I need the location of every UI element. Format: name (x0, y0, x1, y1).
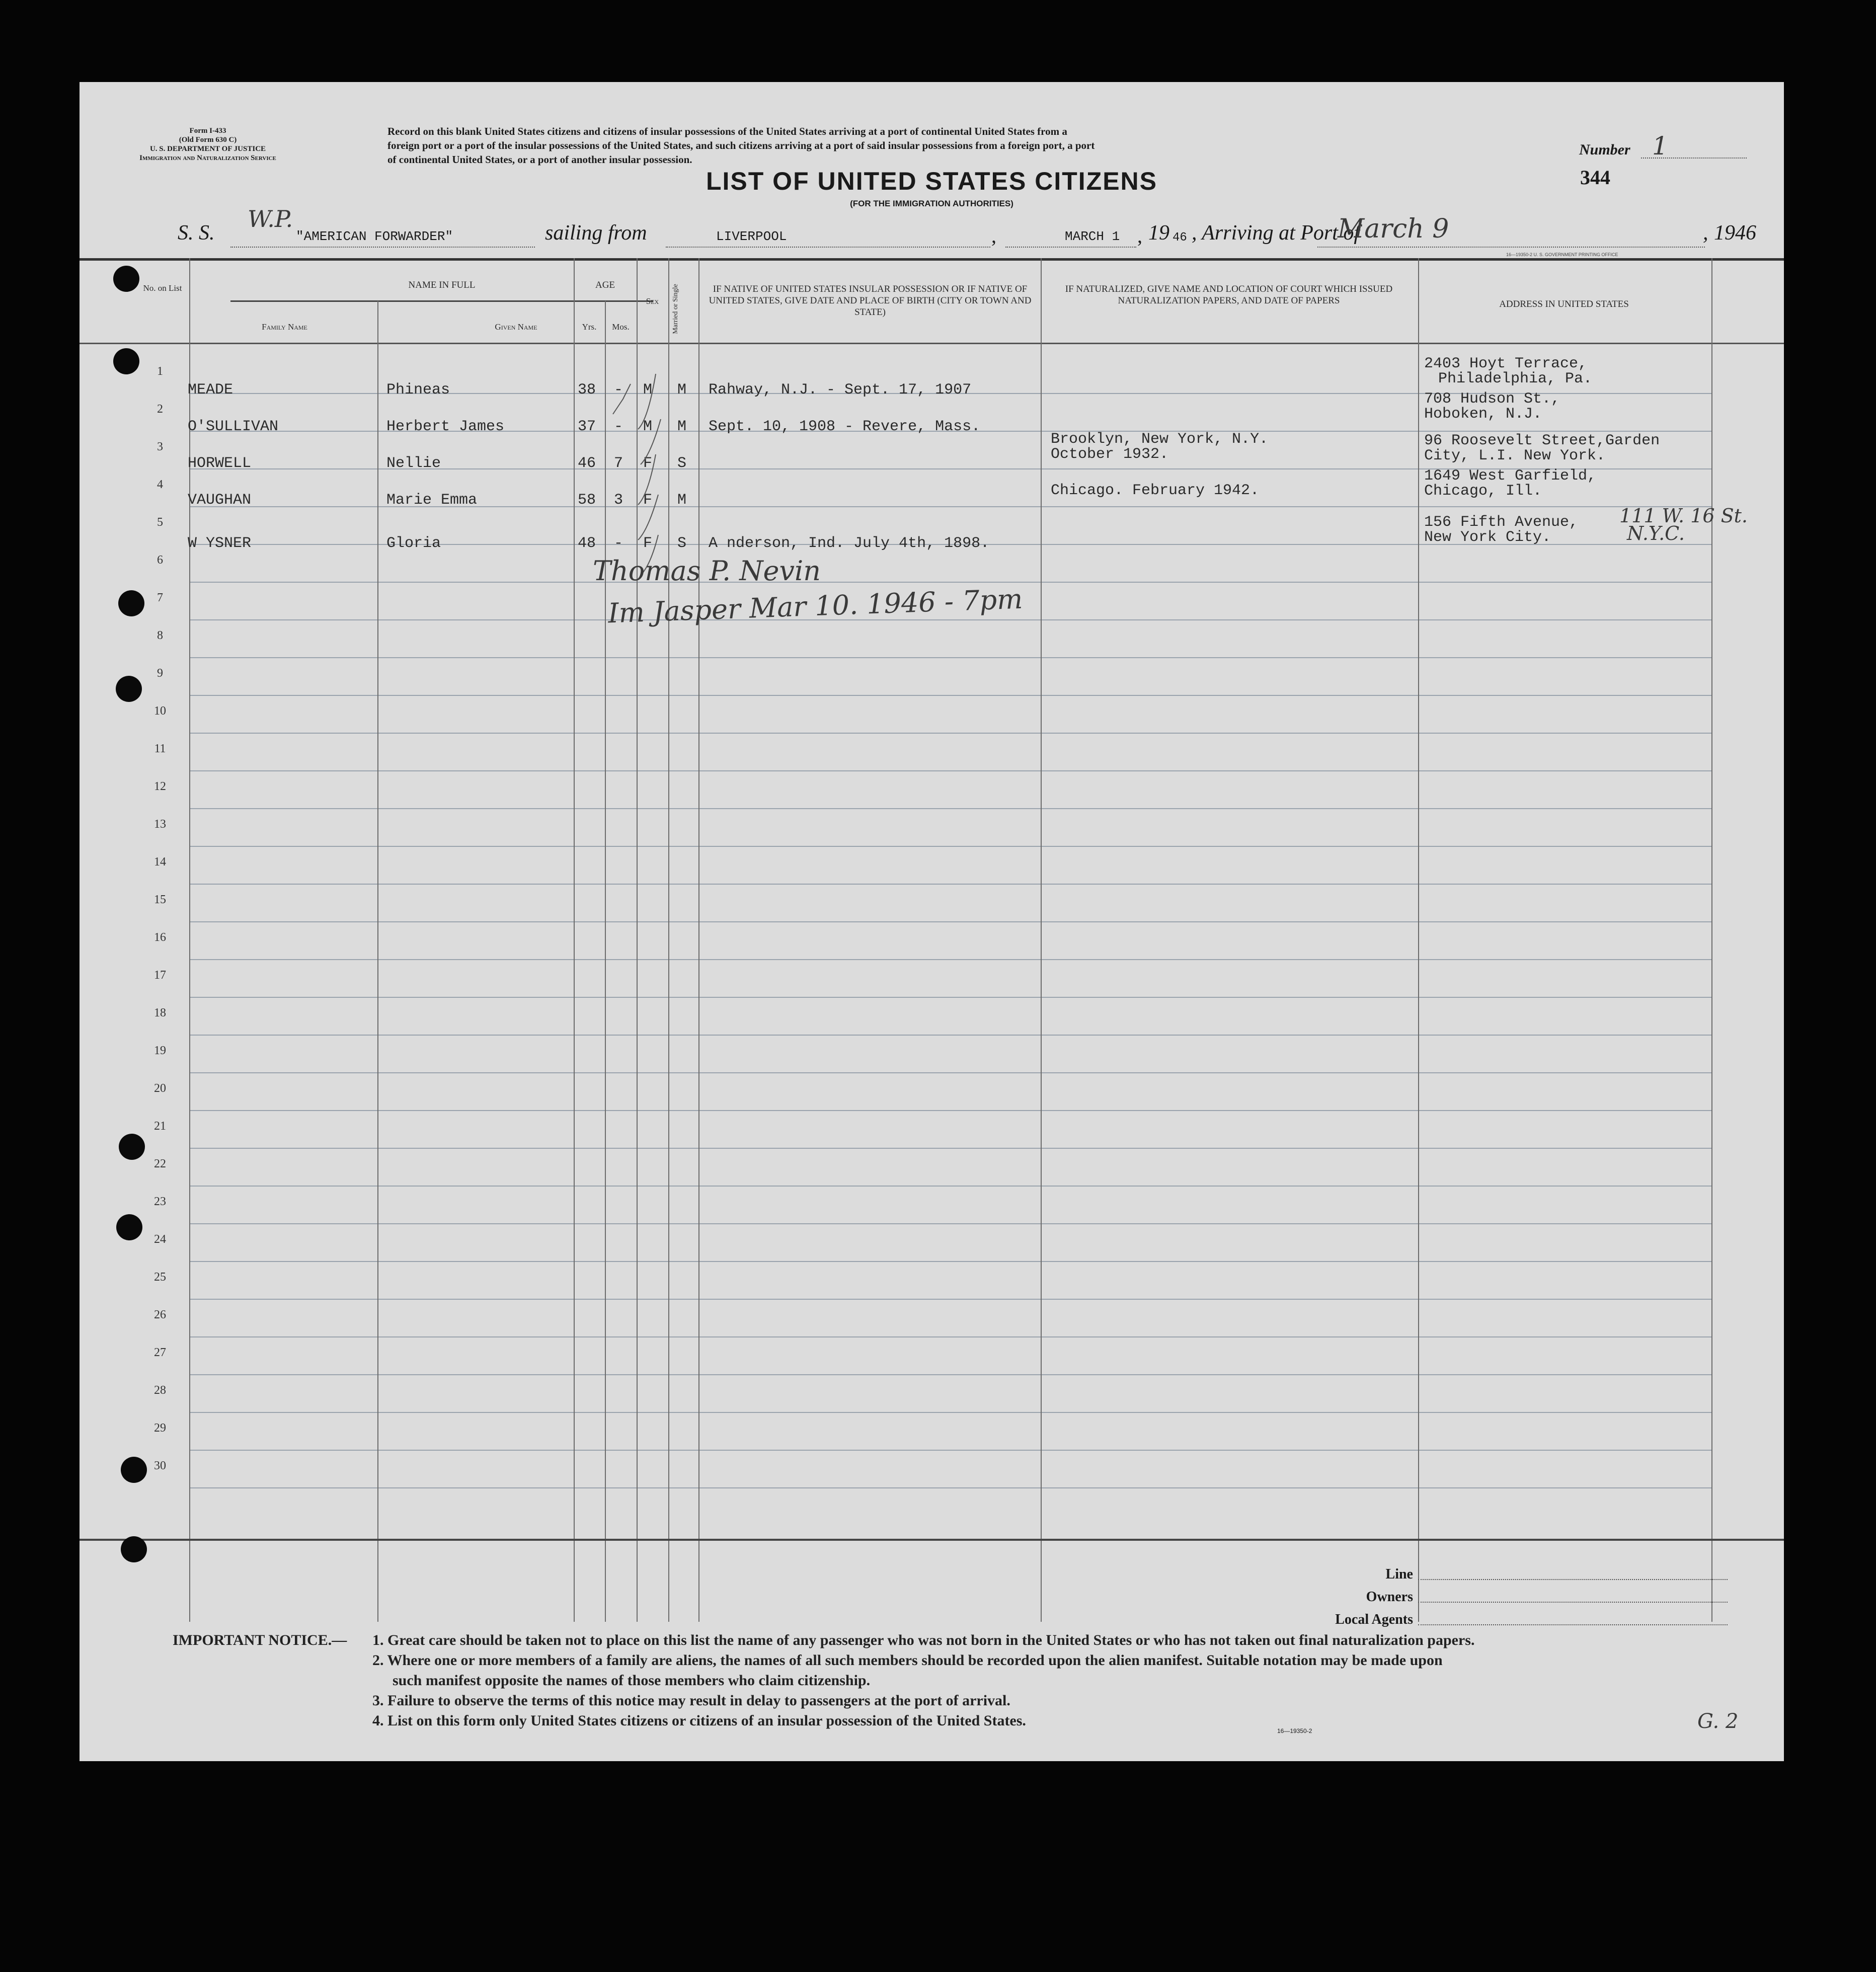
ruled-line (189, 1035, 1711, 1036)
row-number: 5 (157, 516, 163, 529)
punch-hole (113, 348, 139, 374)
instructions-line-1: Record on this blank United States citizens and citizens of insular possessions of the United States arriving at a port of continental United States from a (387, 125, 1067, 137)
header-bottom-rule (80, 343, 1784, 344)
ruled-line (189, 1374, 1711, 1375)
manifest-sheet (80, 82, 1784, 1761)
page-subtitle: (FOR THE IMMIGRATION AUTHORITIES) (850, 199, 1013, 208)
sailing-from-label: sailing from (545, 221, 647, 245)
port-underline (666, 247, 990, 248)
header-birth: IF NATIVE OF UNITED STATES INSULAR POSSESSION OR IF NATIVE OF UNITED STATES, GIVE DATE AND PLACE OF BIRTH (CITY OR TOWN AND STATE) (709, 284, 1032, 318)
ruled-line (189, 997, 1711, 998)
header-naturalized: IF NATURALIZED, GIVE NAME AND LOCATION OF COURT WHICH ISSUED NATURALIZATION PAPERS, AND DATE OF PAPERS (1065, 284, 1393, 306)
header-name-in-full: NAME IN FULL (408, 280, 476, 290)
ruled-line (189, 657, 1711, 658)
punch-hole (121, 1536, 147, 1562)
cell-mos: - (614, 418, 623, 435)
row-number: 16 (154, 931, 166, 944)
row-number: 11 (154, 742, 166, 755)
cell-birth: Rahway, N.J. - Sept. 17, 1907 (709, 381, 972, 399)
department-name: U. S. DEPARTMENT OF JUSTICE (149, 145, 266, 153)
line-field[interactable] (1418, 1579, 1728, 1580)
header-no-on-list: No. on List (143, 283, 182, 293)
page-title: LIST OF UNITED STATES CITIZENS (706, 167, 1158, 195)
instructions (387, 124, 1565, 167)
header-age: AGE (595, 280, 615, 290)
table-top-rule (80, 258, 1784, 261)
cell-birth: Sept. 10, 1908 - Revere, Mass. (709, 418, 981, 435)
cell-given: Phineas (386, 381, 450, 399)
ruled-line (189, 619, 1711, 620)
cell-family: HORWELL (188, 455, 252, 472)
address-note-1: 111 W. 16 St. (1619, 505, 1748, 527)
year-from: 46 (1172, 231, 1187, 245)
ruled-line (189, 1223, 1711, 1224)
print-code-bottom: 16—19350-2 (1277, 1727, 1312, 1734)
row-number: 3 (157, 440, 163, 453)
row-number: 22 (154, 1157, 166, 1170)
arrival-underline (1317, 247, 1705, 248)
notice-title: IMPORTANT NOTICE.— (173, 1632, 347, 1648)
col-line-family (377, 301, 378, 1622)
ruled-line (189, 959, 1711, 960)
form-id-block (130, 126, 286, 163)
row-number: 26 (154, 1308, 166, 1321)
ruled-line (189, 1261, 1711, 1262)
cell-family: O'SULLIVAN (188, 418, 279, 435)
ruled-line (189, 1148, 1711, 1149)
cell-ms: M (677, 418, 687, 435)
ship-annotation: W.P. (248, 205, 293, 232)
cell-naturalization: Brooklyn, New York, N.Y. (1051, 431, 1269, 448)
number-label: Number (1579, 141, 1630, 158)
row-number: 20 (154, 1082, 166, 1095)
row-number: 14 (154, 855, 166, 869)
punch-hole (116, 1214, 142, 1240)
row-number: 2 (157, 403, 163, 416)
date-from: MARCH 1 (1065, 229, 1120, 244)
cell-yrs: 58 (578, 492, 596, 509)
number-value: 1 (1652, 131, 1668, 161)
ruled-line (189, 921, 1711, 922)
notice-2a: 2. Where one or more members of a family are aliens, the names of all such members should be recorded upon the alien manifest. Suitable notation may be made upon (372, 1652, 1443, 1669)
row-number: 6 (157, 554, 163, 567)
punch-hole (118, 590, 144, 616)
ruled-line (189, 1487, 1711, 1488)
cell-sex: F (643, 455, 653, 472)
header-sex: Sex (646, 296, 659, 306)
cell-family: W YSNER (188, 535, 252, 552)
header-address: ADDRESS IN UNITED STATES (1499, 299, 1629, 309)
notice-4: 4. List on this form only United States citizens or citizens of an insular possession of the United States. (372, 1712, 1026, 1729)
row-number: 4 (157, 478, 163, 491)
notice-2b: such manifest opposite the names of those members who claim citizenship. (393, 1672, 871, 1689)
ss-label: S. S. (178, 221, 215, 245)
row-number: 30 (154, 1459, 166, 1472)
ruled-line (189, 808, 1711, 809)
year-prefix: 19 (1148, 221, 1169, 245)
cell-ms: M (677, 381, 687, 399)
ruled-line (189, 733, 1711, 734)
date-underline (1005, 247, 1136, 248)
cell-address: 2403 Hoyt Terrace, (1424, 355, 1588, 372)
header-mos: Mos. (612, 322, 630, 332)
cell-sex: F (643, 535, 653, 552)
ship-name: "AMERICAN FORWARDER" (296, 229, 453, 244)
arrival-year: 1946 (1714, 221, 1756, 245)
owners-label: Owners (1366, 1589, 1413, 1605)
corner-note: G. 2 (1697, 1710, 1739, 1733)
row-number: 29 (154, 1422, 166, 1435)
arrival-date: March 9 (1338, 214, 1449, 244)
cell-yrs: 37 (578, 418, 596, 435)
comma-1: , (991, 224, 996, 247)
ruled-line (189, 1186, 1711, 1187)
form-number: Form I-433 (189, 127, 226, 135)
cell-given: Nellie (386, 455, 441, 472)
line-label: Line (1385, 1566, 1413, 1582)
header-married-single: Married or Single (672, 284, 679, 334)
cell-naturalization: Chicago. February 1942. (1051, 482, 1260, 499)
cell-yrs: 46 (578, 455, 596, 472)
cell-given: Marie Emma (386, 492, 478, 509)
cell-address: 156 Fifth Avenue, (1424, 514, 1579, 531)
stamp-number: 344 (1580, 166, 1610, 189)
punch-hole (121, 1457, 147, 1483)
print-code-top: 16—19350-2 U. S. GOVERNMENT PRINTING OFFICE (1506, 252, 1618, 257)
ruled-line (189, 582, 1711, 583)
row-number: 12 (154, 780, 166, 793)
header-family-name: Family Name (262, 322, 307, 332)
row-number: 8 (157, 629, 163, 642)
cell-given: Gloria (386, 535, 441, 552)
row-number: 18 (154, 1006, 166, 1019)
cell-yrs: 38 (578, 381, 596, 399)
col-line-given (574, 258, 575, 1622)
cell-address: Philadelphia, Pa. (1438, 370, 1593, 387)
punch-hole (116, 676, 142, 702)
row-number: 13 (154, 818, 166, 831)
ruled-line (189, 1412, 1711, 1413)
row-number: 15 (154, 893, 166, 906)
row-number: 7 (157, 591, 163, 604)
cell-naturalization: October 1932. (1051, 446, 1169, 463)
punch-hole (113, 266, 139, 292)
service-name: Immigration and Naturalization Service (139, 154, 276, 162)
cell-address: City, L.I. New York. (1424, 447, 1606, 464)
row-number: 21 (154, 1120, 166, 1133)
cell-ms: S (677, 455, 687, 472)
arriving-label: , Arriving at Port of (1192, 221, 1360, 245)
cell-mos: - (614, 381, 623, 399)
ruled-line (189, 884, 1711, 885)
row-number: 19 (154, 1044, 166, 1057)
col-line-nat (1418, 258, 1419, 1622)
cell-address: Chicago, Ill. (1424, 483, 1542, 500)
cell-family: VAUGHAN (188, 492, 252, 509)
ruled-line (189, 846, 1711, 847)
cell-mos: - (614, 535, 623, 552)
cell-address: 1649 West Garfield, (1424, 467, 1597, 485)
check-marks (603, 354, 734, 585)
cell-address: New York City. (1424, 529, 1551, 546)
old-form-number: (Old Form 630 C) (179, 136, 237, 144)
row-number: 23 (154, 1195, 166, 1208)
row-number: 25 (154, 1271, 166, 1284)
notice-1: 1. Great care should be taken not to place on this list the name of any passenger who was not born in the United States or who has not taken out final naturalization papers. (372, 1632, 1475, 1648)
owners-field[interactable] (1418, 1602, 1728, 1603)
ruled-line (189, 1072, 1711, 1073)
ruled-line (189, 1110, 1711, 1111)
handwritten-note: Im Jasper Mar 10. 1946 - 7pm (607, 583, 1024, 629)
cell-birth: A nderson, Ind. July 4th, 1898. (709, 535, 990, 552)
cell-ms: S (677, 535, 687, 552)
ship-underline (230, 247, 535, 248)
comma-2: , (1137, 224, 1142, 247)
header-yrs: Yrs. (582, 322, 597, 332)
cell-address: 708 Hudson St., (1424, 390, 1560, 408)
cell-mos: 7 (614, 455, 623, 472)
cell-address: 96 Roosevelt Street,Garden (1424, 432, 1660, 449)
row-number: 24 (154, 1233, 166, 1246)
comma-3: , (1703, 221, 1708, 245)
row-number: 28 (154, 1384, 166, 1397)
cell-sex: M (643, 381, 653, 399)
row-number: 17 (154, 969, 166, 982)
row-number: 1 (157, 365, 163, 378)
row-number: 27 (154, 1346, 166, 1359)
ruled-line (189, 1299, 1711, 1300)
col-line-birth (1041, 258, 1042, 1622)
notice-3: 3. Failure to observe the terms of this notice may result in delay to passengers at the port of arrival. (372, 1692, 1010, 1709)
ruled-line (189, 1336, 1711, 1337)
punch-hole (119, 1134, 145, 1160)
table-bottom-rule (80, 1539, 1784, 1541)
cell-address: Hoboken, N.J. (1424, 406, 1542, 423)
row-number: 10 (154, 704, 166, 718)
cell-given: Herbert James (386, 418, 505, 435)
ruled-line (189, 1450, 1711, 1451)
ruled-line (189, 770, 1711, 771)
cell-sex: F (643, 492, 653, 509)
header-given-name: Given Name (495, 322, 537, 332)
col-line-addr (1711, 258, 1712, 1622)
local-agents-label: Local Agents (1335, 1612, 1413, 1627)
cell-sex: M (643, 418, 653, 435)
instructions-line-2: foreign port or a port of the insular possessions of the United States, and such citizens arriving at a port of said insular possessions from a foreign port, a port (387, 139, 1095, 151)
handwritten-name: Thomas P. Nevin (593, 555, 821, 587)
row-number: 9 (157, 667, 163, 680)
local-agents-field[interactable] (1418, 1624, 1728, 1625)
instructions-line-3: of continental United States, or a port of another insular possession. (387, 153, 692, 166)
ruled-line (189, 695, 1711, 696)
cell-mos: 3 (614, 492, 623, 509)
address-note-2: N.Y.C. (1627, 522, 1685, 544)
cell-family: MEADE (188, 381, 233, 399)
cell-ms: M (677, 492, 687, 509)
cell-yrs: 48 (578, 535, 596, 552)
port-from: LIVERPOOL (716, 229, 787, 244)
